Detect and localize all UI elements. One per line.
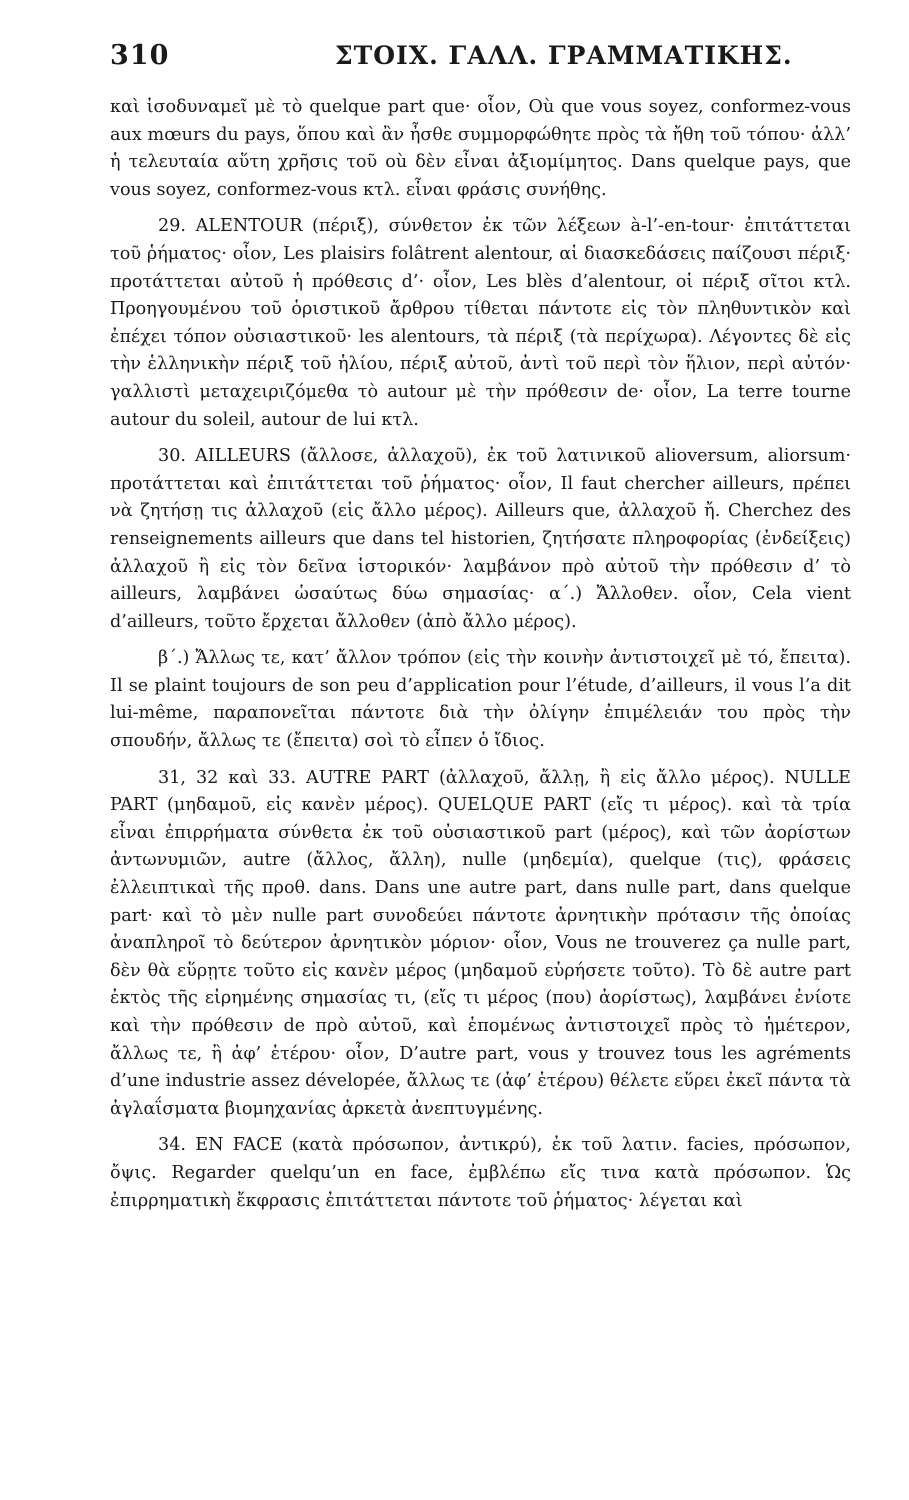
paragraph-autre-part: 31, 32 καὶ 33. AUTRE PART (ἀλλαχοῦ, ἄλλῃ, ἢ εἰς ἄλλο μέρος). NULLE PART (μηδαμοῦ, εἰς κανὲν μέρος). QUELQUE PART (εἴς τι μέρος). καὶ τὰ τρία εἶναι ἐπιρρήματα σύνθετα ἐκ τοῦ οὐσιαστικοῦ part (μέρος), καὶ τῶν ἀορίστων ἀντωνυμιῶν, autre (ἄλλος, ἄλλη), nulle (μηδεμία), quelque (τις), φράσεις ἐλλειπτικαὶ τῆς προθ. dans. Dans une autre part, dans nulle part, dans quelque part· καὶ τὸ μὲν nulle part συνοδεύει πάντοτε ἀρνητικὴν πρότασιν τῆς ὁποίας ἀναπληροῖ τὸ δεύτερον ἀρνητικὸν μόριον· οἷον, Vous ne trouverez ça nulle part, δὲν θὰ εὕρῃτε τοῦτο εἰς κανὲν μέρος (μηδαμοῦ εὑρήσετε τοῦτο). Τὸ δὲ autre part ἐκτὸς τῆς εἰρημένης σημασίας τι, (εἴς τι μέρος (που) ἀορίστως), λαμβάνει ἐνίοτε καὶ τὴν πρόθεσιν de πρὸ αὐτοῦ, καὶ ἑπομένως ἀντιστοιχεῖ πρὸς τὸ ἡμέτερον, ἄλλως τε, ἢ ἀφ’ ἑτέρου· οἷον, D’autre part, vous y trouvez tous les agréments d’une industrie assez dévelopée, ἄλλως τε (ἀφ’ ἑτέρου) θέλετε εὕρει ἐκεῖ πάντα τὰ ἀγλαΐσματα βιομηχανίας ἀρκετὰ ἀνεπτυγμένης.	[110, 767, 851, 1119]
page-header	[110, 40, 851, 88]
paragraph-alentour: 29. ALENTOUR (πέριξ), σύνθετον ἐκ τῶν λέξεων à-l’-en-tour· ἐπιτάττεται τοῦ ῥήματος· οἷον, Les plaisirs folâtrent alentour, αἱ διασκεδάσεις παίζουσι πέριξ· προτάττεται αὐτοῦ ἡ πρόθεσις d’· οἷον, Les blès d’alentour, οἱ πέριξ σῖτοι κτλ. Προηγουμένου τοῦ ὁριστικοῦ ἄρθρου τίθεται πάντοτε εἰς τὸν πληθυντικὸν καὶ ἐπέχει τόπον οὐσιαστικοῦ· les alentours, τὰ πέριξ (τὰ περίχωρα). Λέγοντες δὲ εἰς τὴν ἑλληνικὴν πέριξ τοῦ ἡλίου, πέριξ αὐτοῦ, ἀντὶ τοῦ περὶ τὸν ἥλιον, περὶ αὐτόν· γαλλιστὶ μεταχειριζόμεθα τὸ autour μὲ τὴν πρόθεσιν de· οἷον, La terre tourne autour du soleil, autour de lui κτλ.	[110, 216, 851, 430]
paragraph-continuation: καὶ ἰσοδυναμεῖ μὲ τὸ quelque part que· οἷον, Où que vous soyez, conformez-vous aux mœurs du pays, ὅπου καὶ ἂν ἦσθε συμμορφώθητε πρὸς τὰ ἤθη τοῦ τόπου· ἀλλ’ ἡ τελευταία αὕτη χρῆσις τοῦ où δὲν εἶναι ἀξιομίμητος. Dans quelque pays, que vous soyez, conformez-vous κτλ. εἶναι φράσις συνήθης.	[110, 97, 851, 200]
paragraph-en-face: 34. EN FACE (κατὰ πρόσωπον, ἀντικρύ), ἐκ τοῦ λατιν. facies, πρόσωπον, ὄψις. Regarder quelqu’un en face, ἐμβλέπω εἴς τινα κατὰ πρόσωπον. Ὡς ἐπιρρηματικὴ ἔκφρασις ἐπιτάττεται πάντοτε τοῦ ῥήματος· λέγεται καὶ	[110, 1135, 851, 1211]
paragraph-ailleurs-beta: β΄.) Ἄλλως τε, κατ’ ἄλλον τρόπον (εἰς τὴν κοινὴν ἀντιστοιχεῖ μὲ τό, ἔπειτα). Il se plaint toujours de son peu d’application pour l’étude, d’ailleurs, il vous l’a dit lui-même, παραπονεῖται πάντοτε διὰ τὴν ὀλίγην ἐπιμέλειάν του πρὸς τὴν σπουδήν, ἄλλως τε (ἔπειτα) σοὶ τὸ εἶπεν ὁ ἴδιος.	[110, 648, 851, 752]
page-number: 310	[110, 40, 170, 71]
page-body	[110, 94, 851, 1215]
paragraph-ailleurs: 30. AILLEURS (ἄλλοσε, ἀλλαχοῦ), ἐκ τοῦ λατινικοῦ alioversum, aliorsum· προτάττεται καὶ ἐπιτάττεται τοῦ ῥήματος· οἷον, Il faut chercher ailleurs, πρέπει νὰ ζητήσῃ τις ἀλλαχοῦ (εἰς ἄλλο μέρος). Ailleurs que, ἀλλαχοῦ ἤ. Cherchez des renseignements ailleurs que dans tel historien, ζητήσατε πληροφορίας (ἐνδείξεις) ἀλλαχοῦ ἢ εἰς τὸν δεῖνα ἱστορικόν· λαμβάνον πρὸ αὐτοῦ τὴν πρόθεσιν d’ τὸ ailleurs, λαμβάνει ὡσαύτως δύω σημασίας· α΄.) Ἄλλοθεν. οἷον, Cela vient d’ailleurs, τοῦτο ἔρχεται ἄλλοθεν (ἀπὸ ἄλλο μέρος).	[110, 446, 851, 632]
running-title: ΣΤΟΙΧ. ΓΑΛΛ. ΓΡΑΜΜΑΤΙΚΗΣ.	[335, 41, 793, 70]
